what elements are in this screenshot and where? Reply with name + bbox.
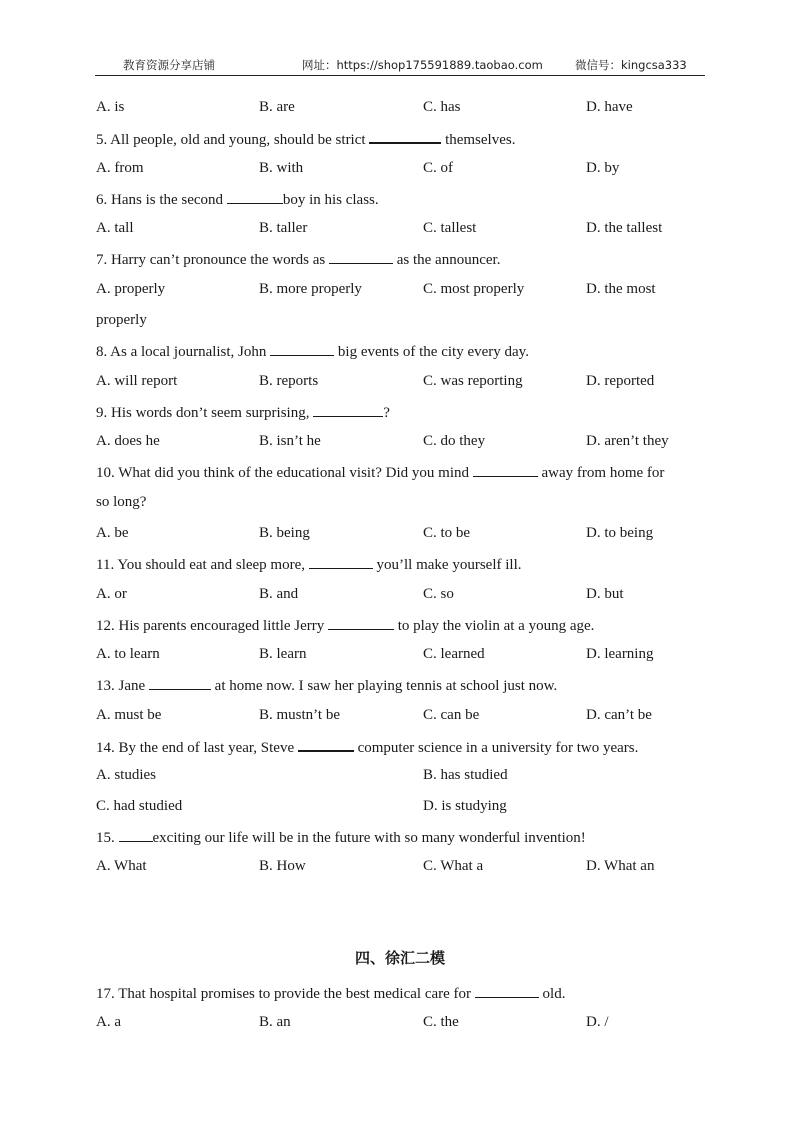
option-a: A. from: [96, 160, 144, 176]
question-text: 7. Harry can’t pronounce the words as: [96, 252, 329, 268]
question-13: [96, 675, 557, 695]
answer-blank: [329, 249, 393, 264]
option-d: D. to being: [586, 525, 654, 541]
option-c: C. learned: [423, 646, 485, 662]
option-d: D. is studying: [423, 798, 507, 814]
question-12: [96, 615, 594, 635]
question-text-tail: exciting our life will be in the future with so many wonderful invention!: [152, 830, 586, 846]
option-a: A. will report: [96, 373, 178, 389]
question-text-tail: you’ll make yourself ill.: [372, 557, 522, 573]
option-c: C. of: [423, 160, 453, 176]
answer-blank: [298, 736, 354, 752]
option-d: D. the tallest: [586, 220, 663, 236]
option-a: A. tall: [96, 220, 134, 236]
option-b: B. isn’t he: [259, 433, 321, 449]
option-a: A. a: [96, 1014, 121, 1030]
option-b: B. are: [259, 99, 295, 115]
option-d: D. the most: [586, 281, 656, 297]
section-heading: 四、徐汇二模: [354, 949, 445, 967]
question-text-tail: computer science in a university for two years.: [353, 740, 639, 756]
header-url: 网址：https://shop175591889.taobao.com: [302, 58, 543, 72]
option-a: A. studies: [96, 767, 156, 783]
question-text-tail: at home now. I saw her playing tennis at school just now.: [210, 678, 558, 694]
answer-blank: [473, 462, 538, 477]
question-text-tail: boy in his class.: [282, 192, 379, 208]
option-b: B. with: [259, 160, 304, 176]
question-5: [96, 128, 515, 149]
header-wechat: 微信号：kingcsa333: [575, 58, 687, 72]
option-c: C. had studied: [96, 798, 183, 814]
option-c: C. the: [423, 1014, 459, 1030]
answer-blank: [149, 675, 211, 690]
option-b: B. reports: [259, 373, 319, 389]
option-d: D. have: [586, 99, 633, 115]
option-d: D. reported: [586, 373, 655, 389]
question-8: [96, 341, 529, 361]
question-text-tail: as the announcer.: [392, 252, 501, 268]
option-a: A. What: [96, 858, 147, 874]
question-text: 13. Jane: [96, 678, 149, 694]
answer-blank: [328, 615, 394, 630]
answer-blank: [119, 827, 153, 842]
question-15: [96, 827, 586, 847]
question-text: 9. His words don’t seem surprising,: [96, 405, 314, 421]
question-text-tail: old.: [538, 986, 566, 1002]
answer-blank: [369, 128, 441, 144]
option-a: A. to learn: [96, 646, 160, 662]
question-9: [96, 402, 390, 422]
question-6: [96, 189, 379, 209]
question-text-tail: big events of the city every day.: [334, 344, 529, 360]
option-b: B. has studied: [423, 767, 508, 783]
option-b: B. more properly: [259, 281, 362, 297]
option-c: C. to be: [423, 525, 471, 541]
answer-blank: [475, 983, 539, 998]
question-7: [96, 249, 500, 269]
answer-blank: [270, 341, 334, 356]
question-text: 15.: [96, 830, 119, 846]
question-text-tail: to play the violin at a young age.: [394, 618, 595, 634]
question-text-tail: away from home for: [537, 465, 665, 481]
option-c: C. has: [423, 99, 461, 115]
option-c: C. can be: [423, 707, 480, 723]
option-b: B. learn: [259, 646, 307, 662]
question-text: 14. By the end of last year, Steve: [96, 740, 298, 756]
option-a: A. properly: [96, 281, 166, 297]
question-text: 10. What did you think of the educational visit? Did you mind: [96, 465, 473, 481]
question-text: 5. All people, old and young, should be strict: [96, 132, 370, 148]
question-text: 6. Hans is the second: [96, 192, 227, 208]
question-17: [96, 983, 565, 1003]
option-d: D. /: [586, 1014, 609, 1030]
answer-blank: [309, 554, 373, 569]
option-c: C. so: [423, 586, 454, 602]
option-b: B. mustn’t be: [259, 707, 340, 723]
option-a: A. must be: [96, 707, 162, 723]
option-c: C. do they: [423, 433, 486, 449]
option-a: A. be: [96, 525, 129, 541]
option-d: D. can’t be: [586, 707, 652, 723]
option-c: C. What a: [423, 858, 484, 874]
option-c: C. was reporting: [423, 373, 523, 389]
question-14: [96, 736, 638, 757]
answer-blank: [227, 189, 283, 204]
option-b: B. taller: [259, 220, 308, 236]
question-text: 8. As a local journalist, John: [96, 344, 271, 360]
question-text-tail: themselves.: [441, 132, 516, 148]
question-text: 17. That hospital promises to provide the best medical care for: [96, 986, 475, 1002]
question-11: [96, 554, 521, 574]
option-a: A. does he: [96, 433, 160, 449]
option-c: C. most properly: [423, 281, 525, 297]
option-b: B. and: [259, 586, 299, 602]
option-a: A. or: [96, 586, 127, 602]
page-header: [95, 57, 705, 76]
option-a: A. is: [96, 99, 125, 115]
answer-blank: [313, 402, 383, 417]
option-d: D. aren’t they: [586, 433, 669, 449]
option-d: D. What an: [586, 858, 655, 874]
option-b: B. an: [259, 1014, 291, 1030]
question-text: 12. His parents encouraged little Jerry: [96, 618, 329, 634]
option-b: B. How: [259, 858, 306, 874]
option-c: C. tallest: [423, 220, 477, 236]
question-text-tail: ?: [383, 405, 390, 421]
option-d-wrap: properly: [96, 312, 147, 328]
option-d: D. but: [586, 586, 624, 602]
option-d: D. by: [586, 160, 620, 176]
option-d: D. learning: [586, 646, 654, 662]
option-b: B. being: [259, 525, 310, 541]
question-10-line-2: so long?: [96, 494, 147, 510]
question-10: [96, 462, 664, 482]
question-text: 11. You should eat and sleep more,: [96, 557, 309, 573]
header-shop-name: 教育资源分享店铺: [123, 58, 215, 72]
